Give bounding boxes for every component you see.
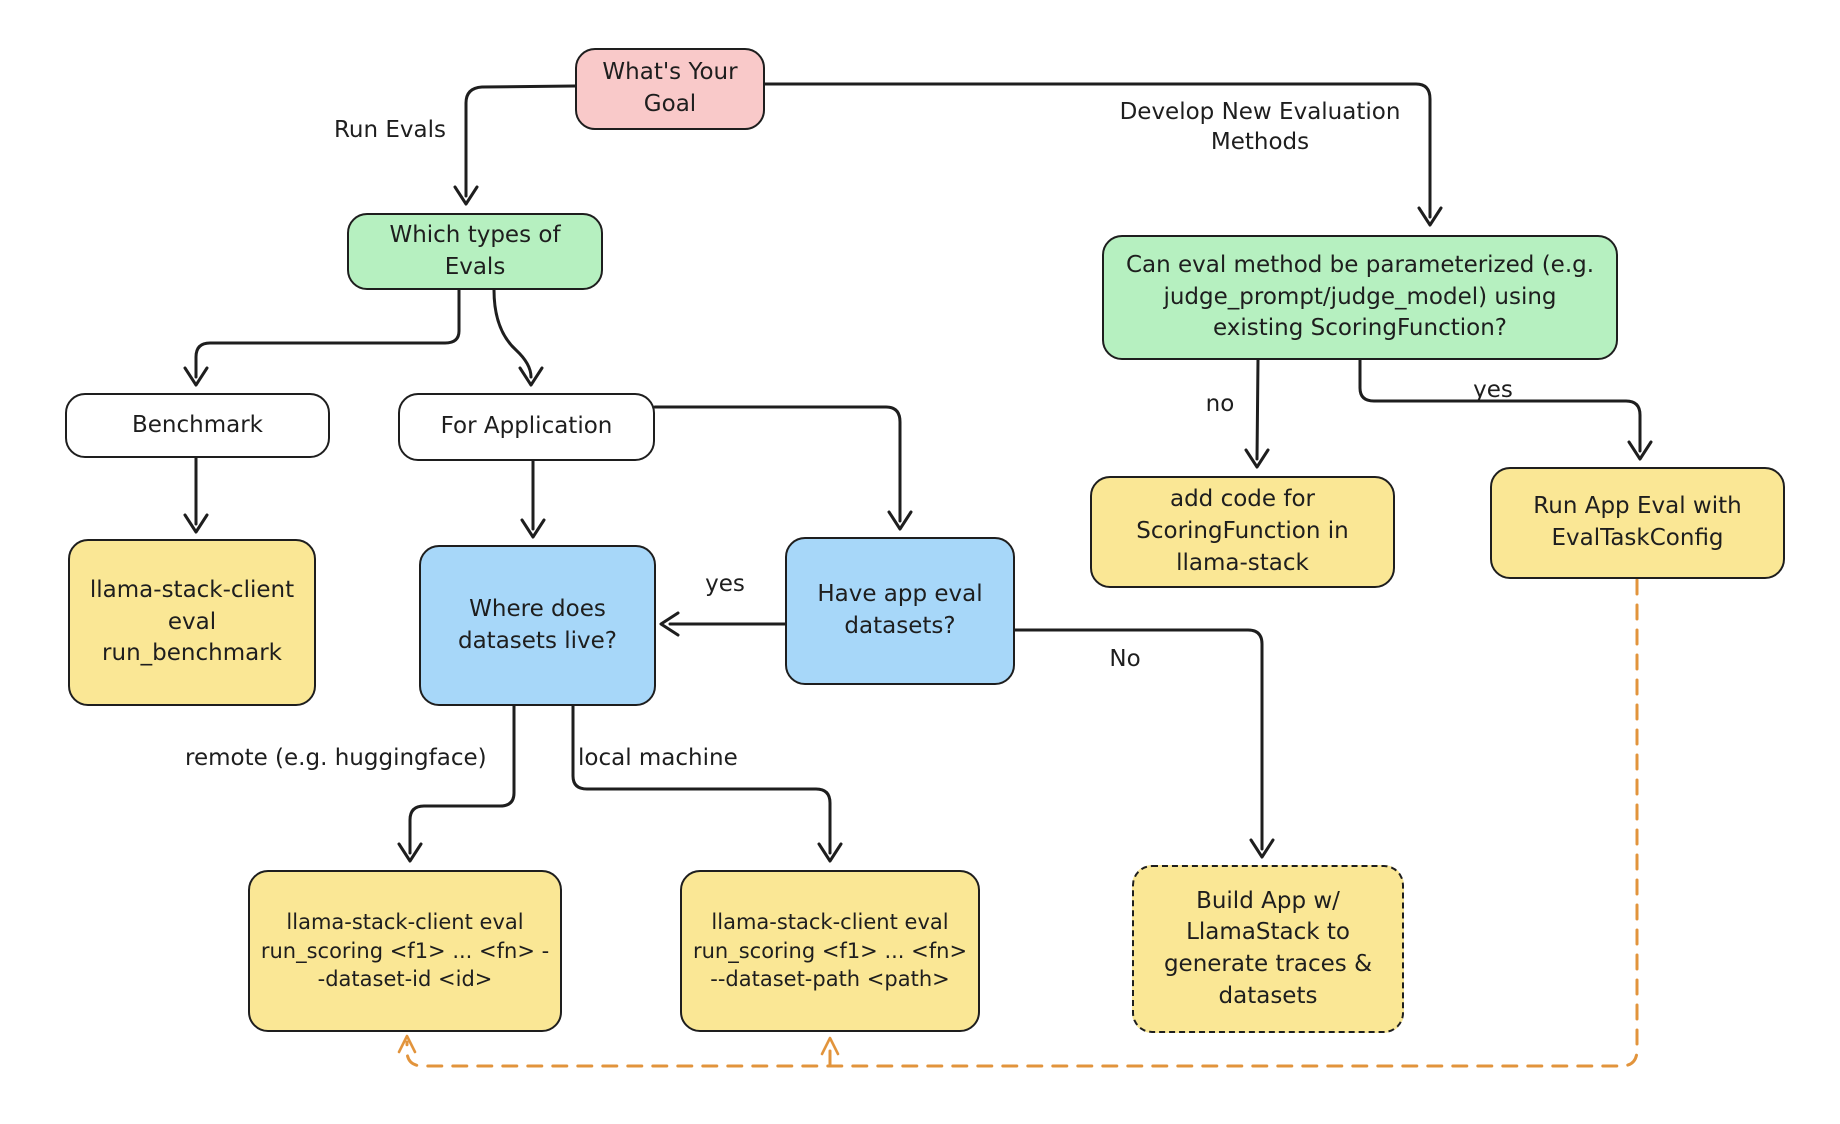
node-label: Where does datasets live? bbox=[457, 595, 617, 654]
edge-for-application-to-have-datasets bbox=[655, 407, 911, 529]
wire bbox=[1257, 360, 1258, 459]
node-run-scoring-dataset-id-command bbox=[248, 870, 562, 1032]
node-can-eval-method-be-parameterized bbox=[1102, 235, 1618, 360]
wire bbox=[466, 86, 575, 196]
edge-benchmark-to-run-benchmark bbox=[185, 458, 207, 532]
edge-goal-to-which-types bbox=[455, 86, 575, 204]
edge-run-app-eval-dashed-to-run-scoring-path bbox=[822, 1038, 838, 1065]
node-which-types-of-evals bbox=[347, 213, 603, 290]
node-label: llama-stack-client eval run_scoring <f1> ... <fn> --dataset-id <id> bbox=[260, 909, 550, 992]
node-label: Can eval method be parameterized (e.g. judge_prompt/judge_model) using existing ScoringFunction? bbox=[1125, 251, 1595, 342]
wire bbox=[196, 290, 459, 377]
wire bbox=[494, 290, 531, 377]
node-label: Benchmark bbox=[131, 411, 263, 438]
node-where-does-datasets-live bbox=[419, 545, 656, 706]
node-label: llama-stack-client eval run_benchmark bbox=[89, 576, 295, 667]
edge-label-yes-param: yes bbox=[1473, 377, 1513, 403]
edge-label-no-param: no bbox=[1205, 391, 1235, 417]
edge-which-types-to-benchmark bbox=[185, 290, 459, 385]
edge-label-yes-have-datasets: yes bbox=[705, 571, 745, 597]
node-label: What's Your Goal bbox=[602, 59, 738, 117]
edge-where-datasets-local-to-run-scoring-path bbox=[573, 706, 841, 861]
wire bbox=[655, 407, 900, 521]
node-label: Which types of Evals bbox=[389, 221, 561, 280]
node-build-app-with-llamastack bbox=[1132, 865, 1404, 1033]
wire bbox=[410, 706, 514, 853]
node-have-app-eval-datasets bbox=[785, 537, 1015, 685]
edge-have-datasets-yes-to-where-datasets bbox=[661, 613, 785, 635]
wire bbox=[573, 706, 830, 853]
edge-where-datasets-remote-to-run-scoring-id bbox=[399, 706, 514, 861]
node-label: add code for ScoringFunction in llama-stack bbox=[1136, 486, 1349, 576]
edge-label-run-evals: Run Evals bbox=[333, 117, 447, 143]
node-benchmark bbox=[65, 393, 330, 458]
node-for-application bbox=[398, 393, 655, 461]
node-add-code-for-scoringfunction bbox=[1090, 476, 1395, 588]
edge-param-no-to-add-code bbox=[1246, 360, 1268, 467]
edge-label-local-machine: local machine bbox=[578, 745, 738, 771]
edge-label-remote-huggingface: remote (e.g. huggingface) bbox=[185, 745, 487, 771]
edge-which-types-to-for-application bbox=[494, 290, 542, 385]
node-label: llama-stack-client eval run_scoring <f1> ... <fn> --dataset-path <path> bbox=[692, 909, 968, 992]
node-label: For Application bbox=[440, 413, 613, 440]
node-label: Build App w/ LlamaStack to generate traces & datasets bbox=[1163, 887, 1373, 1009]
node-run-app-eval-with-evaltaskconfig bbox=[1490, 467, 1785, 579]
edge-for-application-to-where-datasets bbox=[522, 461, 544, 537]
edge-label-develop-new-evaluation-methods: Develop New Evaluation Methods bbox=[1119, 99, 1401, 155]
node-run-benchmark-command bbox=[68, 539, 316, 706]
node-whats-your-goal bbox=[575, 48, 765, 130]
node-run-scoring-dataset-path-command bbox=[680, 870, 980, 1032]
edge-label-no-have-datasets: No bbox=[1109, 646, 1141, 672]
node-label: Run App Eval with EvalTaskConfig bbox=[1533, 493, 1742, 551]
edge-param-yes-to-run-app-eval bbox=[1360, 360, 1651, 459]
node-label: Have app eval datasets? bbox=[817, 581, 983, 639]
